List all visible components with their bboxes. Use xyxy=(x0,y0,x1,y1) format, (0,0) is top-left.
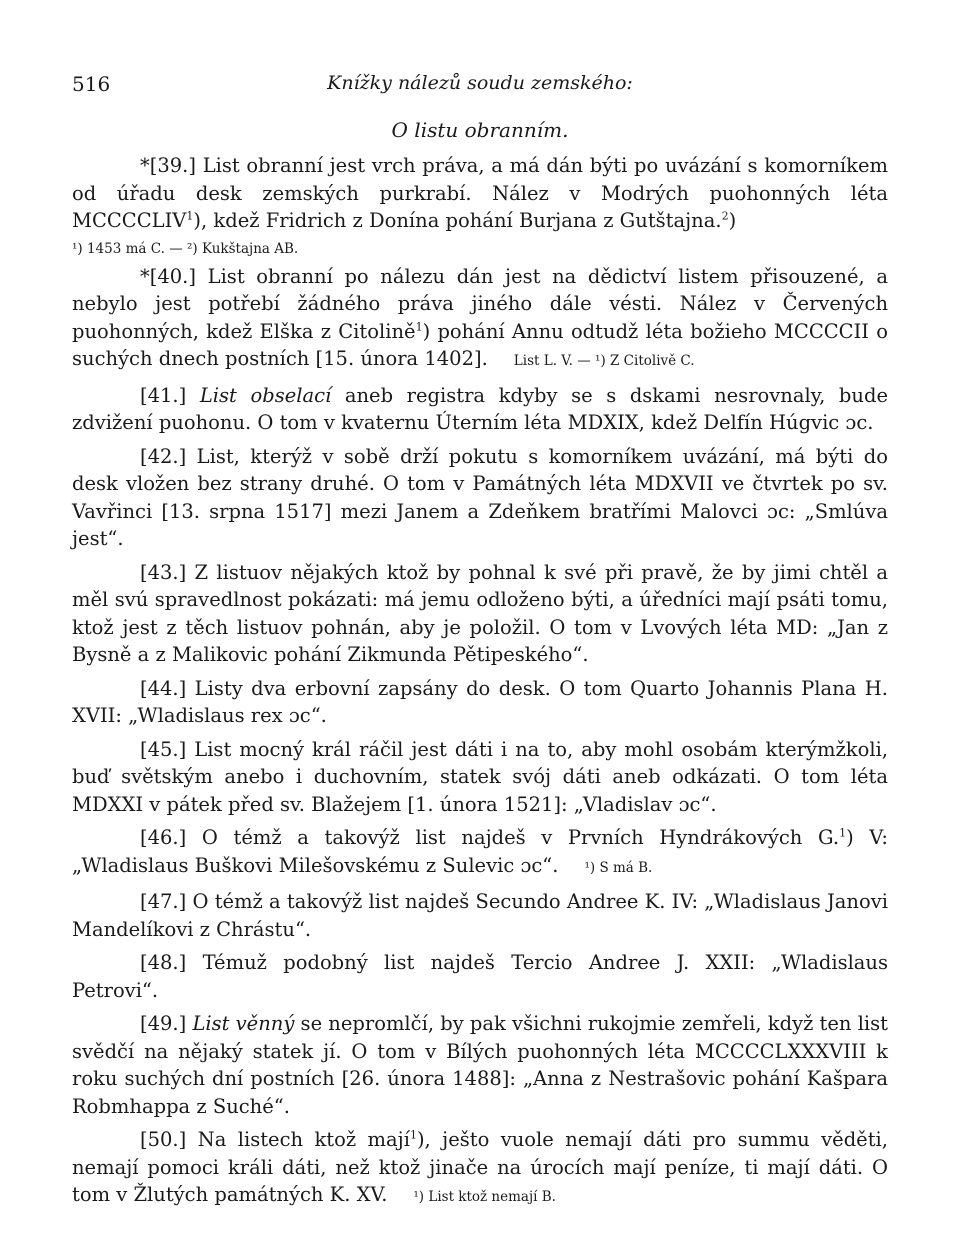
footnote-ref: 1 xyxy=(186,209,194,223)
paragraph-number: [44.] xyxy=(140,676,187,700)
paragraph-39 xyxy=(72,152,888,235)
paragraph-text-2: ), kdež Fridrich z Donína pohání Burjana z Gutštajna. xyxy=(193,209,722,232)
italic-term: List věnný xyxy=(192,1012,295,1035)
page-body xyxy=(72,118,888,1218)
paragraph-number: [50.] xyxy=(140,1128,187,1151)
paragraph-number: [45.] xyxy=(140,737,187,761)
paragraph-text-2: ), ješto vuole nemají dáti pro summu věděti, nemají pomoci králi dáti, než ktož jinače na úrocích mají peníze, ti mají dáti. O tom v Žlutých památných K. XV. xyxy=(72,1128,888,1206)
paragraph-text: Listy dva erbovní zapsány do desk. O tom Quarto Johannis Plana H. XVII: „Wladislaus rex ɔc“. xyxy=(72,676,888,727)
inline-footnote: ¹) S má B. xyxy=(584,859,653,876)
paragraph-40 xyxy=(72,263,888,376)
paragraph-number: [43.] xyxy=(140,560,187,584)
paragraph-number: [47.] xyxy=(140,890,187,913)
paragraph-41 xyxy=(72,382,888,437)
paragraph-number: *[40.] xyxy=(140,264,196,288)
paragraph-text: List obranní po nálezu dán jest na dědictví listem přisouzené, a nebylo jest potřebí žádného práva jiného dále vésti. Nález v Červených puohonných, kdež Elška z Citolině xyxy=(72,264,888,343)
paragraph-47 xyxy=(72,888,888,943)
inline-footnote: ¹) List ktož nemají B. xyxy=(413,1189,556,1205)
paragraph-text: aneb registra kdyby se s dskami nesrovnaly, bude zdvižení puohonu. O tom v kvaternu Úterním léta MDXIX, kdež Delfín Húgvic ɔc. xyxy=(72,383,888,434)
paragraph-text-2: ) pohání Annu odtudž léta božieho MCCCCII o suchých dnech postních [15. února 1402]. xyxy=(72,319,888,370)
paragraph-49 xyxy=(72,1010,888,1120)
italic-term: List obselací xyxy=(199,383,332,407)
page-number: 516 xyxy=(72,72,111,96)
paragraph-text: List, kterýž v sobě drží pokutu s komorníkem uvázání, má býti do desk vložen bez strany druhé. O tom v Památných léta MDXVII ve čtvrtek po sv. Vavřinci [13. srpna 1517] mezi Janem a Zdeňkem bratřími Malovci ɔc: „Smlúva jest“. xyxy=(72,444,888,550)
paragraph-text: O témž a takovýž list najdeš Secundo Andree K. IV: „Wladislaus Janovi Mandelíkovi z Chrástu“. xyxy=(72,890,888,941)
footnote-ref: 1 xyxy=(839,826,847,840)
paragraph-text: List obranní jest vrch práva, a má dán býti po uvázání s komorníkem od úřadu desk zemských purkrabí. Nález v Modrých puohonných léta MCCCCLIV xyxy=(72,154,888,232)
paragraph-text-2: ) V: „Wladislaus Buškovi Milešovskému z Sulevic ɔc“. xyxy=(72,826,889,877)
paragraph-42 xyxy=(72,443,888,553)
paragraph-number: [49.] xyxy=(140,1012,187,1035)
paragraph-44 xyxy=(72,675,888,730)
paragraph-text: Témuž podobný list najdeš Tercio Andree J. XXII: „Wladislaus Petrovi“. xyxy=(72,951,889,1002)
inline-footnote: List L. V. — ¹) Z Citolivě C. xyxy=(513,353,695,369)
paragraph-45 xyxy=(72,736,888,819)
paragraph-text: se nepromlčí, by pak všichni rukojmie zemřeli, když ten list svědčí na nějaký statek jí. O tom v Bílých puohonných léta MCCCCLXXXVIII k roku suchých dní postních [26. února 1488]: „Anna z Nestrašovic pohání Kašpara Robmhappa z Suché“. xyxy=(72,1012,889,1118)
paragraph-text: Na listech ktož mají xyxy=(197,1128,410,1151)
footnote-ref: 2 xyxy=(721,209,729,223)
page-header xyxy=(72,72,888,102)
paragraph-48 xyxy=(72,949,888,1004)
paragraph-number: [42.] xyxy=(140,444,187,468)
running-title: Knížky nálezů soudu zemského: xyxy=(327,72,633,94)
section-title: O listu obranním. xyxy=(391,118,569,142)
paragraph-number: [41.] xyxy=(140,383,187,407)
footnote-39: ¹) 1453 má C. — ²) Kukštajna AB. xyxy=(72,240,299,257)
footnote-ref: 1 xyxy=(409,1128,417,1142)
paragraph-number: *[39.] xyxy=(140,154,196,177)
paragraph-43 xyxy=(72,559,888,669)
paragraph-number: [48.] xyxy=(140,951,187,974)
paragraph-46 xyxy=(72,824,888,882)
footnote-ref: 1 xyxy=(415,320,423,333)
paragraph-text: Z listuov nějakých ktož by pohnal k své při pravě, že by jimi chtěl a měl svú spravedlnost pokázati: má jemu odloženo býti, a úředníci mají psáti tomu, ktož jest z těch listuov pohnán, aby je položil. O tom v Lvových léta MD: „Jan z Bysně a z Malikovic pohání Zikmunda Pětipeského“. xyxy=(72,560,889,666)
paragraph-text-3: ) xyxy=(728,209,737,232)
paragraph-text: O témž a takovýž list najdeš v Prvních Hyndrákových G. xyxy=(201,826,840,849)
paragraph-text: List mocný král ráčil jest dáti i na to, aby mohl osobám kterýmžkoli, buď světským anebo i duchovním, statek svój dáti aneb odkázati. O tom léta MDXXI v pátek před sv. Blažejem [1. února 1521]: „Vladislav ɔc“. xyxy=(72,737,889,816)
paragraph-number: [46.] xyxy=(140,826,187,849)
paragraph-50 xyxy=(72,1126,888,1212)
